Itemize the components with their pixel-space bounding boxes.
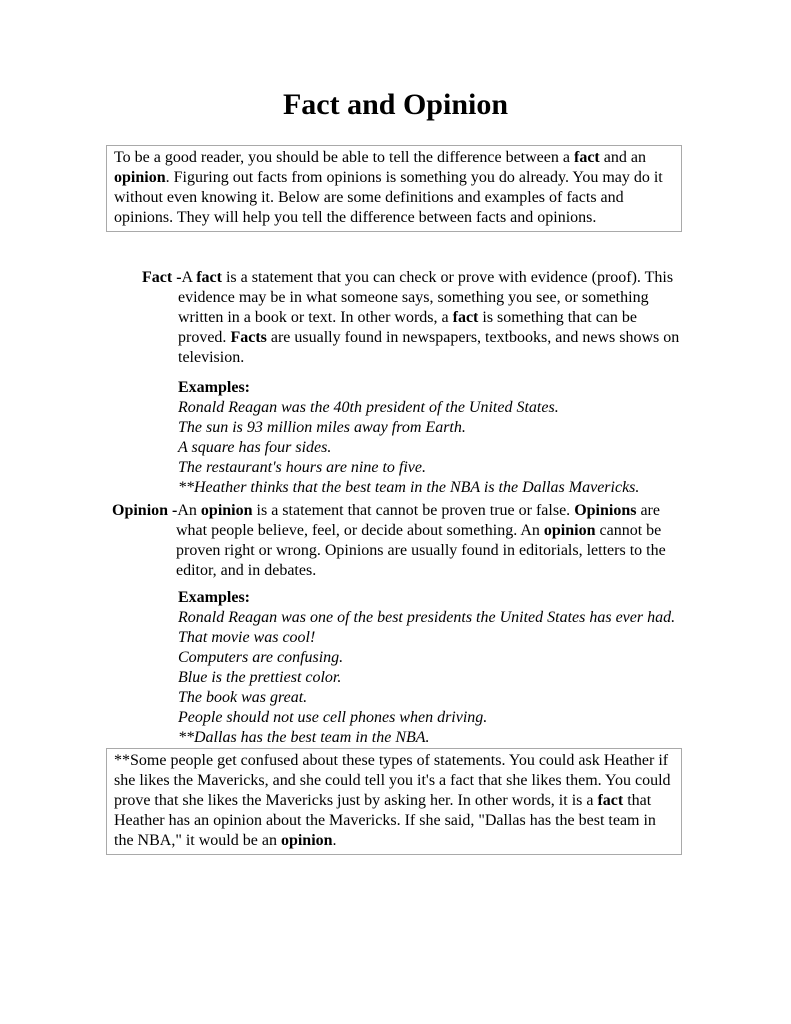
page-title: Fact and Opinion <box>282 88 509 121</box>
bold-text-run: Facts <box>230 329 267 346</box>
example-line: The sun is 93 million miles away from Earth. <box>178 419 466 436</box>
text-run: . <box>332 832 337 849</box>
example-line: That movie was cool! <box>178 629 316 646</box>
opinion-definition-paragraph <box>112 501 682 581</box>
bold-text-run: opinion <box>280 832 333 849</box>
bold-text-run: opinion <box>200 502 253 519</box>
bold-text-run: fact <box>452 309 479 326</box>
intro-box <box>106 145 682 232</box>
text-run: **Some people get confused about these types of statements. You could ask Heather if she likes the Mavericks, and she could tell you it's a fact that she likes them. You could prove that she likes the Mavericks just by asking her. In other words, it is a <box>114 752 671 809</box>
text-run: that Heather has an opinion about the Mavericks. If she said, "Dallas has the best team in the NBA," it would be an <box>114 792 656 849</box>
example-line: Computers are confusing. <box>178 649 344 666</box>
opinion-examples-block <box>178 588 682 748</box>
bold-text-run: opinion <box>114 169 166 186</box>
note-paragraph <box>114 751 674 851</box>
example-line: Ronald Reagan was the 40th president of the United States. <box>178 399 559 416</box>
text-run: are what people believe, feel, or decide about something. An <box>176 502 660 539</box>
fact-examples-list <box>178 398 682 498</box>
text-run: A <box>181 269 197 286</box>
example-line: People should not use cell phones when driving. <box>178 709 488 726</box>
example-line: **Heather thinks that the best team in the NBA is the Dallas Mavericks. <box>178 479 640 496</box>
intro-paragraph <box>114 148 674 228</box>
text-run: is a statement that cannot be proven true or false. <box>252 502 575 519</box>
example-line: The book was great. <box>178 689 308 706</box>
example-line: Blue is the prettiest color. <box>178 669 342 686</box>
text-run: An <box>177 502 201 519</box>
example-line: A square has four sides. <box>178 439 332 456</box>
bold-text-run: opinion <box>543 522 596 539</box>
text-run: and an <box>599 149 646 166</box>
bold-text-run: fact <box>573 149 600 166</box>
text-run: To be a good reader, you should be able to tell the difference between a <box>114 149 574 166</box>
example-line: Ronald Reagan was one of the best presidents the United States has ever had. <box>178 609 676 626</box>
example-line: The restaurant's hours are nine to five. <box>178 459 426 476</box>
text-run: . Figuring out facts from opinions is something you do already. You may do it without even knowing it. Below are some definitions and examples of facts and opinions. They will help you tell the difference between facts and opinions. <box>114 169 663 226</box>
opinion-examples-list <box>178 608 682 748</box>
opinion-examples-label: Examples: <box>178 589 250 606</box>
text-run: are usually found in newspapers, textbooks, and news shows on television. <box>178 329 680 366</box>
bold-text-run: Opinions <box>574 502 637 519</box>
text-run: is something that can be proved. <box>178 309 638 346</box>
text-run: cannot be proven right or wrong. Opinions are usually found in editorials, letters to the editor, and in debates. <box>176 522 666 579</box>
bold-text-run: Fact - <box>142 269 182 286</box>
bold-text-run: fact <box>196 269 222 286</box>
fact-definition-paragraph <box>142 268 682 368</box>
bold-text-run: fact <box>597 792 624 809</box>
text-run: is a statement that you can check or prove with evidence (proof). This evidence may be in what someone says, something you see, or something written in a book or text. In other words, a <box>178 269 674 326</box>
note-box <box>106 748 682 855</box>
fact-examples-block <box>178 378 682 498</box>
example-line: **Dallas has the best team in the NBA. <box>178 729 430 746</box>
bold-text-run: Opinion - <box>112 502 178 519</box>
fact-examples-label: Examples: <box>178 379 250 396</box>
